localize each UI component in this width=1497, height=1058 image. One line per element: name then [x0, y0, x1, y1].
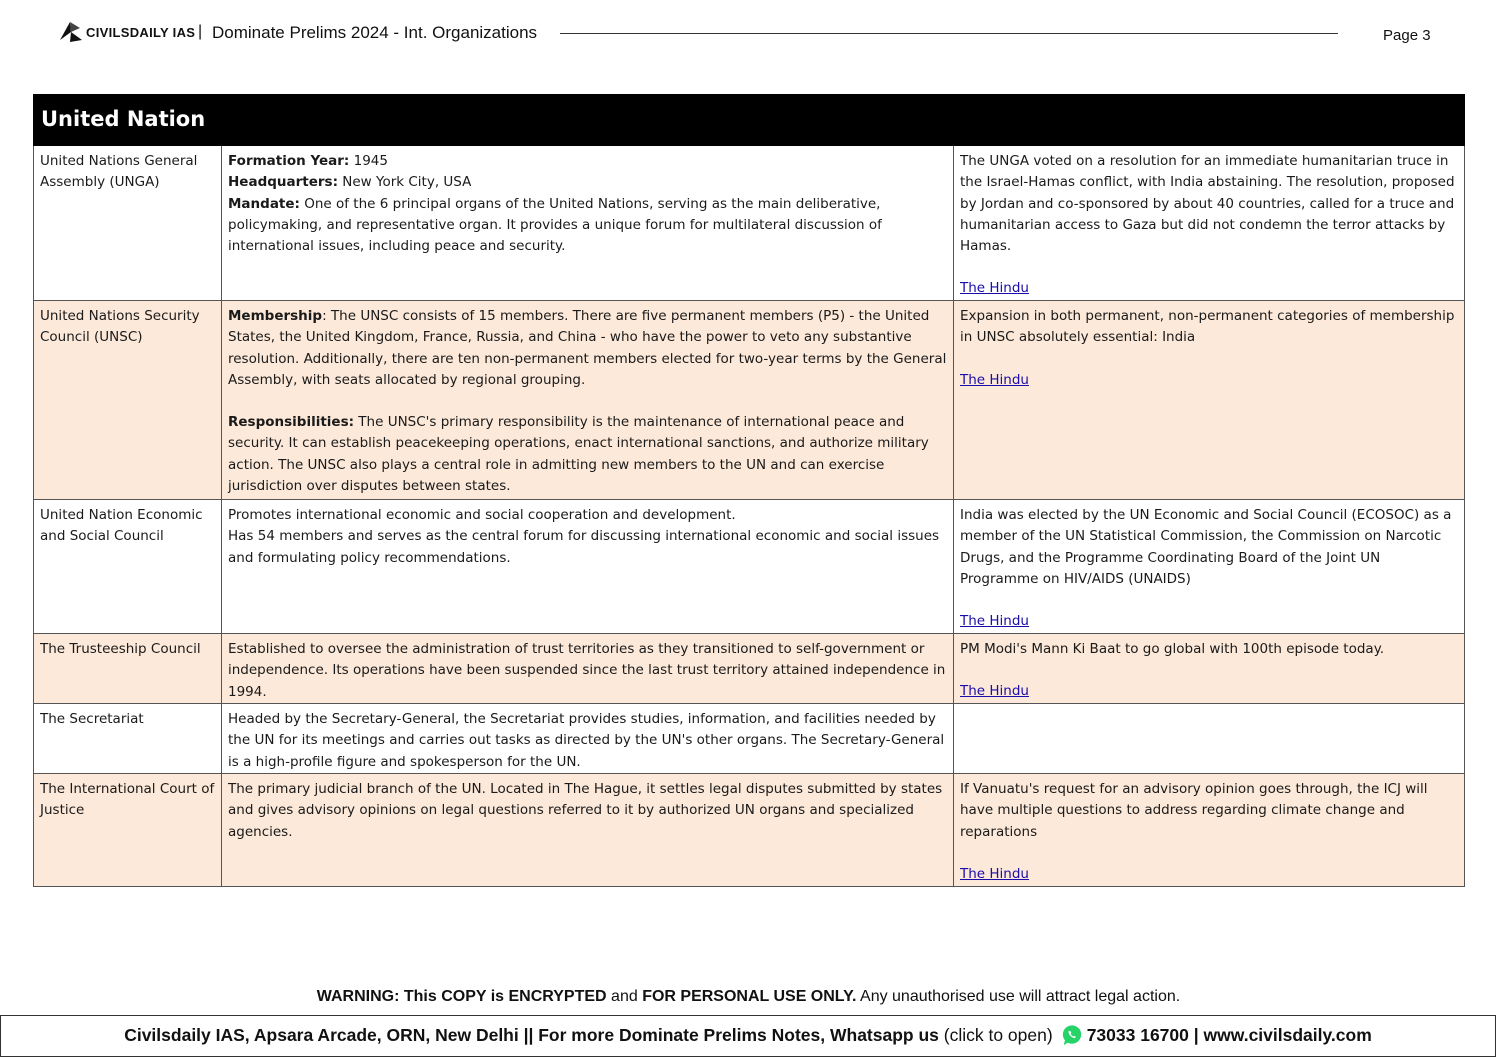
organ-name: The Trusteeship Council — [34, 634, 222, 704]
page-footer: Civilsdaily IAS, Apsara Arcade, ORN, New Delhi || For more Dominate Prelims Notes, Whatsapp us (click to open) 73033 16700 | www.civilsdaily.com — [0, 1015, 1496, 1057]
news-cell — [954, 500, 1465, 634]
news-text: The UNGA voted on a resolution for an immediate humanitarian truce in the Israel-Hamas conflict, with India abstaining. The resolution, proposed by Jordan and co-sponsored by about 40 countries, called for a truce and humanitarian access to Gaza but did not condemn the terror attacks by Hamas. — [960, 153, 1455, 255]
organ-details: Membership: The UNSC consists of 15 members. There are five permanent members (P5) - the United States, the United Kingdom, France, Russia, and China - who have the power to veto any substantive resolution. Additionally, there are ten non-permanent members elected for two-year terms by the General Assembly, with seats allocated by regional grouping. Responsibilities: The UNSC's primary responsibility is the maintenance of international peace and security. It can establish peacekeeping operations, enact international sanctions, and authorize military action. The UNSC also plays a central role in admitting new members to the UN and can exercise jurisdiction over disputes between states. — [222, 301, 954, 500]
source-link[interactable]: The Hindu — [960, 371, 1029, 388]
table-row — [34, 146, 1465, 301]
organ-name: United Nations Security Council (UNSC) — [34, 301, 222, 500]
organ-details: Promotes international economic and social cooperation and development. Has 54 members and serves as the central forum for discussing international economic and social issues and formulating policy recommendations. — [222, 500, 954, 634]
brand-name: CIVILSDAILY IAS — [86, 25, 196, 40]
organ-details: Headed by the Secretary-General, the Secretariat provides studies, information, and facilities needed by the UN for its meetings and carries out tasks as directed by the UN's other organs. The Secretary-General is a high-profile figure and spokesperson for the UN. — [222, 704, 954, 774]
table-row — [34, 774, 1465, 887]
whatsapp-number[interactable]: 73033 16700 — [1086, 1025, 1189, 1045]
website-link[interactable]: www.civilsdaily.com — [1203, 1025, 1372, 1045]
table-row — [34, 704, 1465, 774]
organ-name: United Nation Economic and Social Council — [34, 500, 222, 634]
copy-warning: WARNING: This COPY is ENCRYPTED and FOR PERSONAL USE ONLY. Any unauthorised use will attract legal action. — [316, 988, 1181, 1005]
news-cell — [954, 301, 1465, 500]
whatsapp-link[interactable]: (click to open) — [938, 1025, 1053, 1045]
document-title: Dominate Prelims 2024 - Int. Organizations — [212, 23, 538, 42]
source-link[interactable]: The Hindu — [960, 613, 1029, 630]
source-link[interactable]: The Hindu — [960, 683, 1029, 700]
table-row — [34, 634, 1465, 704]
organ-name: The Secretariat — [34, 704, 222, 774]
whatsapp-icon[interactable] — [1061, 1024, 1083, 1046]
source-link[interactable]: The Hindu — [960, 865, 1029, 882]
page-number: Page 3 — [1383, 27, 1431, 44]
organ-details: Established to oversee the administration of trust territories as they transitioned to self-government or independence. Its operations have been suspended since the last trust territory attained independence in 1994. — [222, 634, 954, 704]
news-cell — [954, 774, 1465, 887]
header-separator: | — [198, 23, 203, 40]
organ-details: Formation Year: 1945 Headquarters: New York City, USA Mandate: One of the 6 principal organs of the United Nations, serving as the main deliberative, policymaking, and representative organ. It provides a unique forum for multilateral discussion of international issues, including peace and security. — [222, 146, 954, 301]
news-cell — [954, 704, 1465, 774]
news-text: Expansion in both permanent, non-permanent categories of membership in UNSC absolutely essential: India — [960, 308, 1455, 346]
header-rule — [560, 33, 1338, 34]
page-header — [58, 20, 1438, 50]
news-cell — [954, 146, 1465, 301]
source-link[interactable]: The Hindu — [960, 280, 1029, 297]
table-row — [34, 500, 1465, 634]
news-text: PM Modi's Mann Ki Baat to go global with 100th episode today. — [960, 641, 1385, 657]
civilsdaily-logo-icon — [58, 20, 84, 44]
table-title: United Nation — [34, 95, 1465, 146]
organ-details: The primary judicial branch of the UN. Located in The Hague, it settles legal disputes submitted by states and gives advisory opinions on legal questions referred to it by authorized UN organs and specialized agencies. — [222, 774, 954, 887]
table-row — [34, 301, 1465, 500]
organ-name: The International Court of Justice — [34, 774, 222, 887]
un-organs-table — [33, 94, 1465, 887]
news-text: India was elected by the UN Economic and Social Council (ECOSOC) as a member of the UN Statistical Commission, the Commission on Narcotic Drugs, and the Programme Coordinating Board of the Joint UN Programme on HIV/AIDS (UNAIDS) — [960, 507, 1452, 587]
footer-address: Civilsdaily IAS, Apsara Arcade, ORN, New Delhi || For more Dominate Prelims Notes, Whatsapp us — [124, 1025, 939, 1045]
news-cell — [954, 634, 1465, 704]
news-text: If Vanuatu's request for an advisory opinion goes through, the ICJ will have multiple questions to address regarding climate change and reparations — [960, 781, 1428, 840]
organ-name: United Nations General Assembly (UNGA) — [34, 146, 222, 301]
table-title-row — [34, 95, 1465, 146]
